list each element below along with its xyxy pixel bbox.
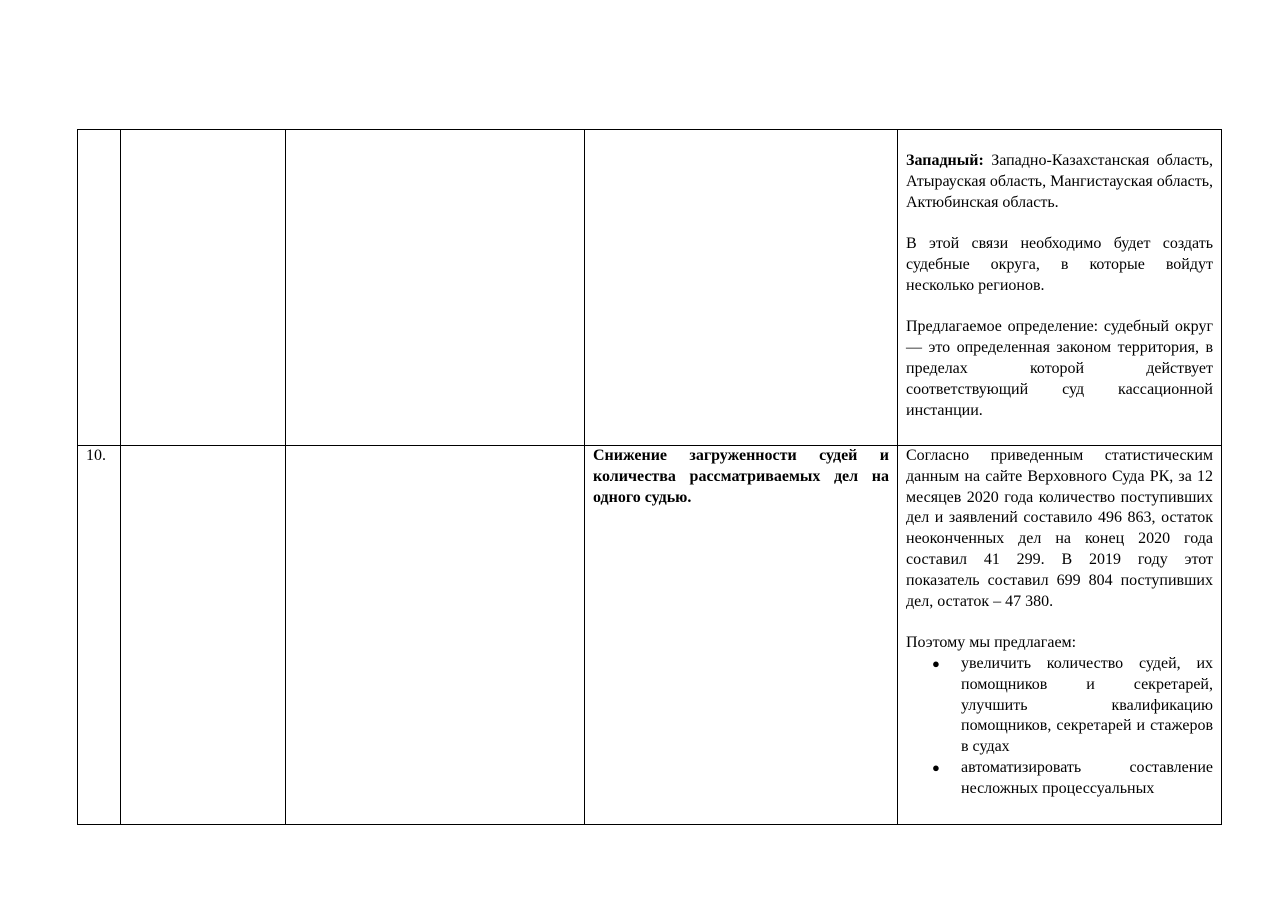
list-item-text: автоматизировать составление несложных процессуальных (961, 758, 1213, 797)
table-cell-b (121, 130, 286, 446)
thesis-text: Снижение загруженности судей и количества рассматриваемых дел на одного судью. (593, 447, 889, 506)
paragraph-definition: Предлагаемое определение: судебный округ — это определенная законом территория, в пределах которой действует соответствующий суд кассационной инстанции. (906, 318, 1213, 419)
table-row (78, 446, 1222, 825)
table-cell-d (585, 446, 898, 825)
paragraph-proposal-intro: Поэтому мы предлагаем: (906, 634, 1077, 652)
table-cell-c (286, 130, 585, 446)
paragraph-create-districts: В этой связи необходимо будет создать судебные округа, в которые войдут несколько регионов. (906, 235, 1213, 294)
row-number-cell (78, 446, 121, 825)
table-cell-e (898, 446, 1222, 825)
bullet-icon: ● (932, 759, 940, 775)
table-cell-c (286, 446, 585, 825)
row-number-cell (78, 130, 121, 446)
paragraph-statistics: Согласно приведенным статистическим данным на сайте Верховного Суда РК, за 12 месяцев 2020 года количество поступивших дел и заявлений составило 496 863, остаток неоконченных дел на конец 2020 года составил 41 299. В 2019 году этот показатель составил 699 804 поступивших дел, остаток – 47 380. (906, 447, 1213, 610)
table-cell-d (585, 130, 898, 446)
list-item (906, 654, 1213, 758)
bullet-icon: ● (932, 655, 940, 671)
proposal-list (906, 654, 1213, 800)
paragraph-western-district (906, 151, 1213, 213)
district-regions: Западно-Казахстанская область, Атырауская область, Мангистауская область, Актюбинская область. (906, 152, 1214, 211)
table-row (78, 130, 1222, 446)
list-item (906, 758, 1213, 800)
list-item-text: увеличить количество судей, их помощников и секретарей, улучшить квалификацию помощников, секретарей и стажеров в судах (961, 654, 1213, 756)
row-number: 10. (86, 447, 106, 464)
table-cell-e (898, 130, 1222, 446)
district-label: Западный: (906, 152, 984, 169)
document-table (77, 129, 1222, 825)
table-cell-b (121, 446, 286, 825)
